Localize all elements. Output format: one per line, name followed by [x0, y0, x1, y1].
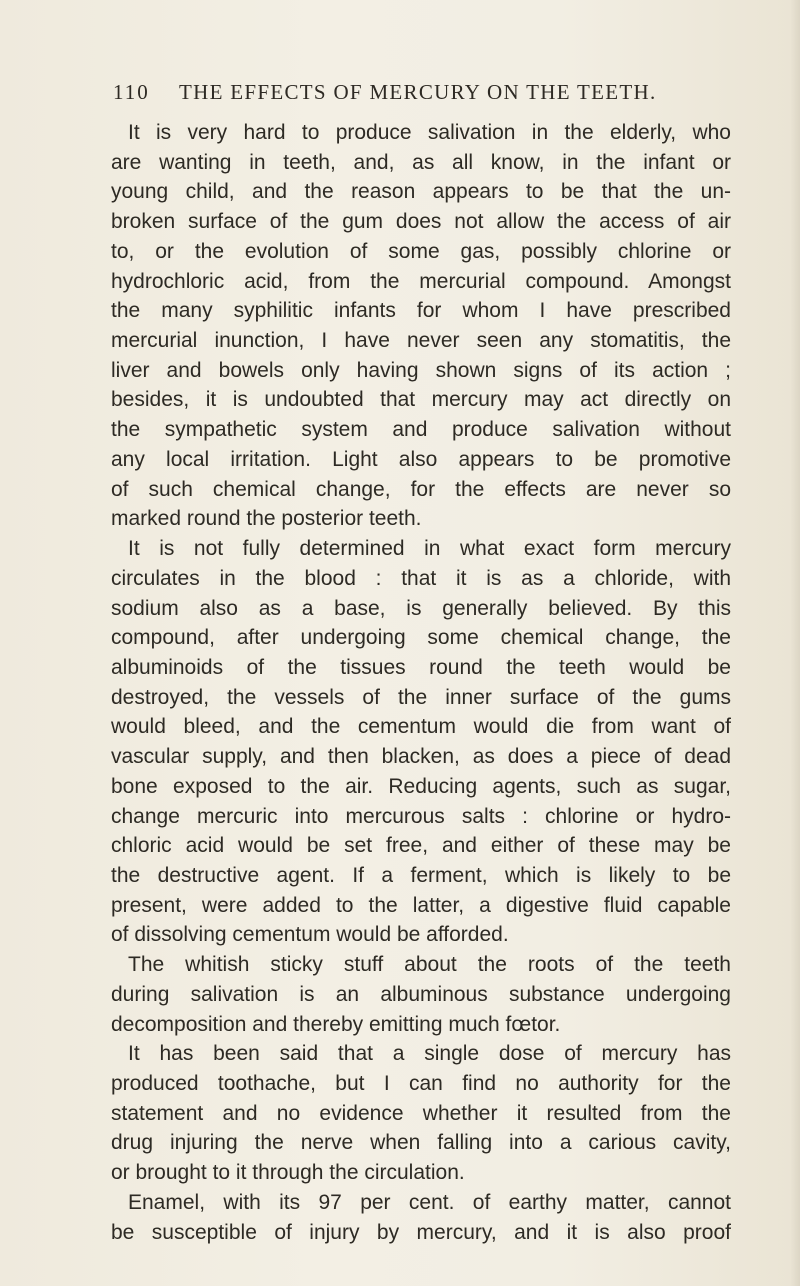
body-text: [111, 118, 731, 1247]
text-line: mercurial inunction, I have never seen any stomatitis, the: [111, 329, 731, 353]
text-line: of dissolving cementum would be afforded.: [111, 923, 509, 947]
running-title: THE EFFECTS OF MERCURY ON THE TEETH.: [179, 80, 657, 104]
text-line: would bleed, and the cementum would die from want of: [111, 715, 731, 739]
text-line: young child, and the reason appears to be that the un-: [111, 180, 731, 204]
text-line: decomposition and thereby emitting much fœtor.: [111, 1012, 561, 1036]
text-line: the many syphilitic infants for whom I have prescribed: [111, 299, 731, 323]
text-line: liver and bowels only having shown signs of its action ;: [111, 358, 731, 382]
text-line: of such chemical change, for the effects are never so: [111, 477, 731, 501]
text-line: compound, after undergoing some chemical change, the: [111, 626, 731, 650]
text-line: destroyed, the vessels of the inner surface of the gums: [111, 685, 731, 709]
text-line: besides, it is undoubted that mercury may act directly on: [111, 388, 731, 412]
text-line: present, were added to the latter, a digestive fluid capable: [111, 893, 731, 917]
text-line: be susceptible of injury by mercury, and it is also proof: [111, 1220, 731, 1244]
text-line: Enamel, with its 97 per cent. of earthy matter, cannot: [128, 1190, 731, 1214]
text-line: are wanting in teeth, and, as all know, in the infant or: [111, 150, 731, 174]
text-line: the sympathetic system and produce salivation without: [111, 418, 731, 442]
running-head: [113, 80, 713, 110]
text-line: The whitish sticky stuff about the roots of the teeth: [128, 953, 731, 977]
text-line: albuminoids of the tissues round the teeth would be: [111, 655, 731, 679]
text-line: It has been said that a single dose of mercury has: [128, 1042, 731, 1066]
text-line: hydrochloric acid, from the mercurial compound. Amongst: [111, 269, 731, 293]
text-line: chloric acid would be set free, and either of these may be: [111, 834, 731, 858]
text-line: vascular supply, and then blacken, as does a piece of dead: [111, 745, 731, 769]
text-line: bone exposed to the air. Reducing agents, such as sugar,: [111, 774, 731, 798]
text-line: statement and no evidence whether it resulted from the: [111, 1101, 731, 1125]
text-line: broken surface of the gum does not allow the access of air: [111, 210, 731, 234]
text-line: produced toothache, but I can find no authority for the: [111, 1072, 731, 1095]
page-edge-shadow: [790, 0, 800, 1286]
text-line: sodium also as a base, is generally believed. By this: [111, 596, 731, 620]
text-line: the destructive agent. If a ferment, which is likely to be: [111, 863, 731, 887]
text-line: It is very hard to produce salivation in the elderly, who: [128, 121, 731, 144]
text-line: any local irritation. Light also appears to be promotive: [111, 447, 731, 471]
text-line: to, or the evolution of some gas, possibly chlorine or: [111, 239, 731, 263]
text-line: or brought to it through the circulation.: [111, 1161, 465, 1185]
text-line: during salivation is an albuminous substance undergoing: [111, 982, 731, 1006]
text-line: drug injuring the nerve when falling into a carious cavity,: [111, 1131, 731, 1155]
page-number: 110: [113, 80, 150, 104]
text-line: circulates in the blood : that it is as a chloride, with: [111, 566, 731, 590]
text-line: change mercuric into mercurous salts : chlorine or hydro-: [111, 804, 731, 828]
text-line: marked round the posterior teeth.: [111, 507, 422, 531]
text-line: It is not fully determined in what exact form mercury: [128, 537, 731, 561]
